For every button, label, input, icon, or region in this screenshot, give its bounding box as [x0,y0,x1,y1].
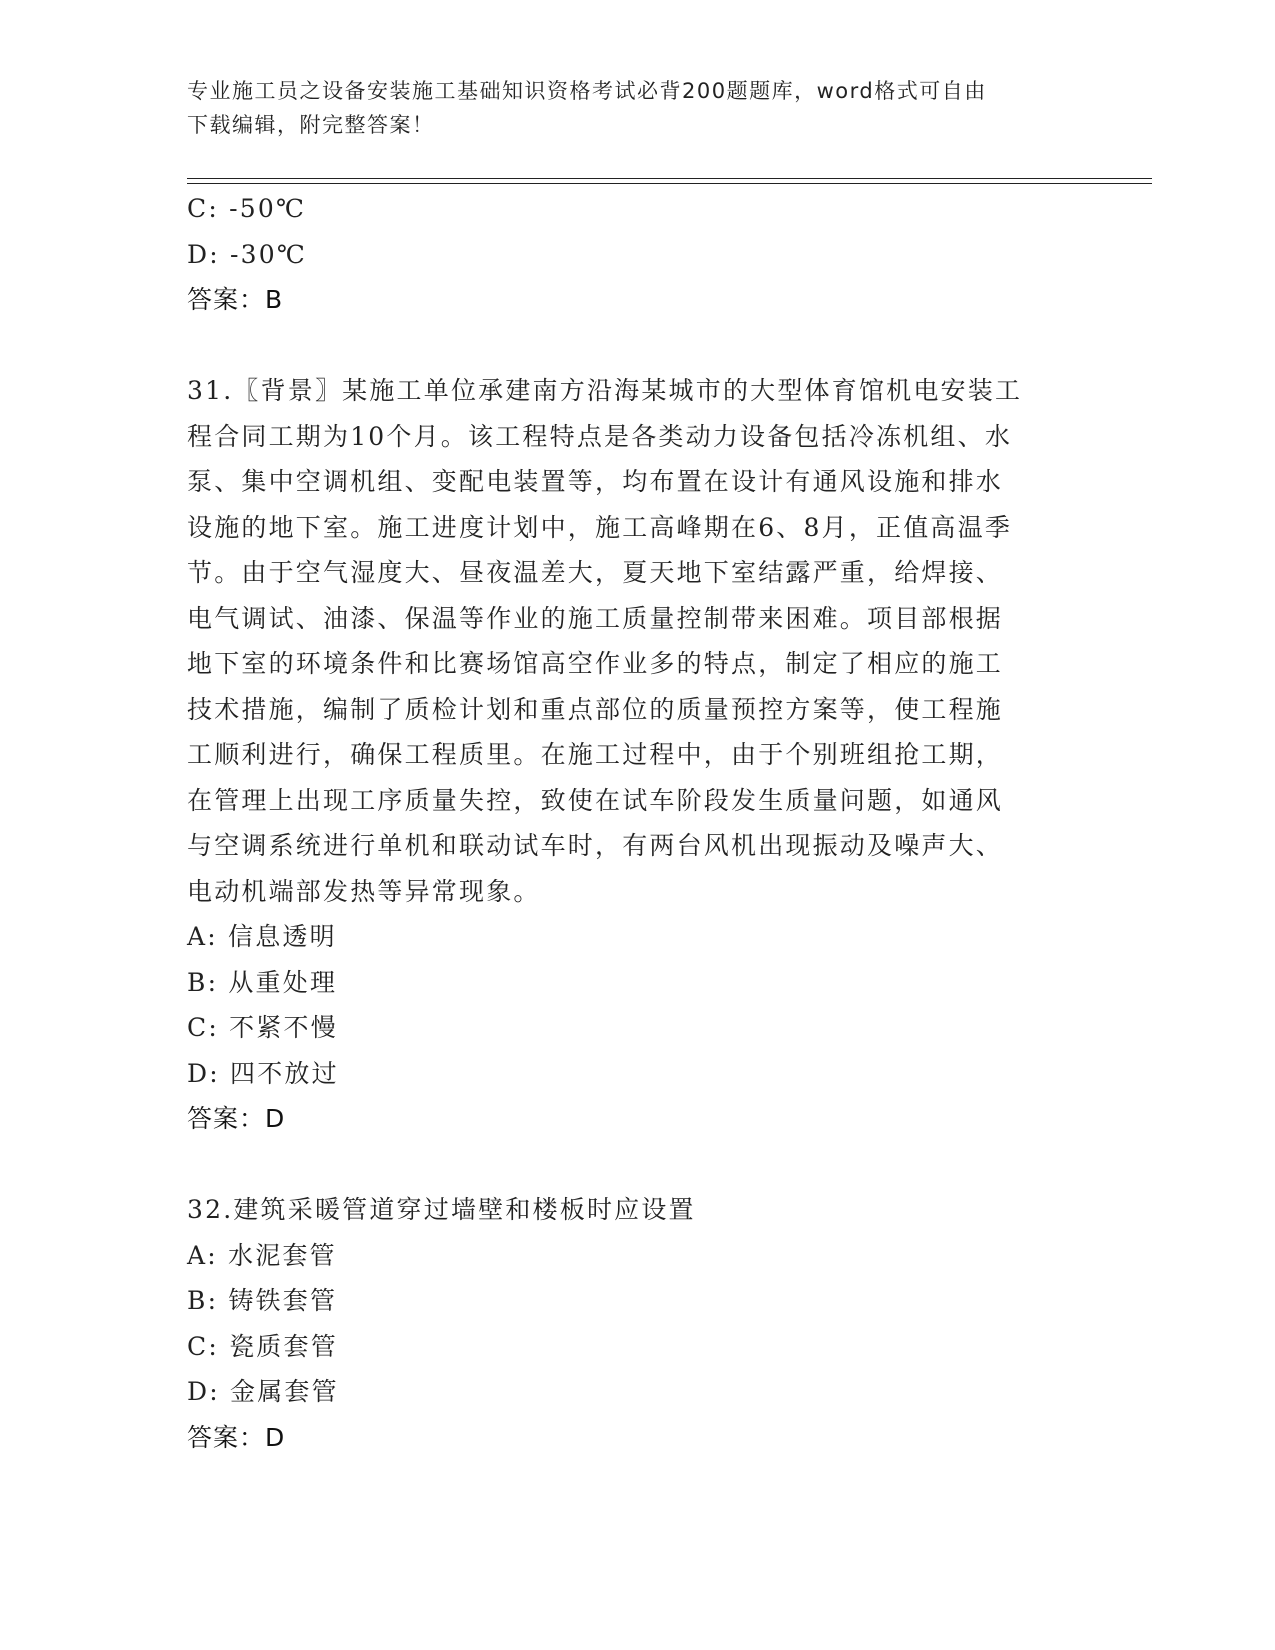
option-d: D: 金属套管 [187,1377,339,1406]
option-c: C: 不紧不慢 [187,1013,338,1042]
stem-line: 程合同工期为10个月。该工程特点是各类动力设备包括冷冻机组、水 [187,421,1013,451]
option-d: D: 四不放过 [187,1058,339,1088]
stem-line: 地下室的环境条件和比赛场馆高空作业多的特点，制定了相应的施工 [187,649,1004,678]
stem-line: 电气调试、油漆、保温等作业的施工质量控制带来困难。项目部根据 [187,603,1004,633]
question-32 [187,1187,1087,1460]
stem-line: 与空调系统进行单机和联动试车时，有两台风机出现振动及噪声大、 [187,831,1004,860]
prev-question [187,186,1087,323]
stem-line: 设施的地下室。施工进度计划中，施工高峰期在6、8月，正值高温季 [187,512,1013,542]
stem-line: 节。由于空气湿度大、昼夜温差大，夏天地下室结露严重，给焊接、 [187,558,1004,587]
stem-line: 技术措施，编制了质检计划和重点部位的质量预控方案等，使工程施 [187,694,1004,724]
spacer [187,323,1087,369]
header-line-2: 下载编辑，附完整答案！ [187,113,435,137]
stem-line: 电动机端部发热等异常现象。 [187,876,541,906]
option-a: A: 信息透明 [187,922,337,951]
option-d: D: -30℃ [187,239,308,269]
answer-label: 答案：B [187,285,284,314]
question-stem: 32.建筑采暖管道穿过墙壁和楼板时应设置 [187,1195,696,1224]
question-stem [187,368,1087,914]
answer-label: 答案：D [187,1422,286,1452]
spacer [187,1142,1087,1188]
header-divider-bottom [187,183,1152,184]
header-line-1: 专业施工员之设备安装施工基础知识资格考试必背200题题库，word格式可自由 [187,79,987,103]
answer-label: 答案：D [187,1104,286,1133]
stem-line: 31.〖背景〗某施工单位承建南方沿海某城市的大型体育馆机电安装工 [187,376,1023,405]
header-divider-top [187,178,1152,179]
option-c: C: 瓷质套管 [187,1331,338,1361]
page-content [187,186,1087,1460]
stem-line: 在管理上出现工序质量失控，致使在试车阶段发生质量问题，如通风 [187,785,1004,815]
stem-line: 泵、集中空调机组、变配电装置等，均布置在设计有通风设施和排水 [187,467,1004,496]
option-c: C: -50℃ [187,194,307,223]
option-b: B: 从重处理 [187,967,338,997]
stem-line: 工顺利进行，确保工程质里。在施工过程中，由于个别班组抢工期， [187,740,1004,769]
option-b: B: 铸铁套管 [187,1286,338,1315]
question-31 [187,368,1087,1142]
option-a: A: 水泥套管 [187,1240,337,1270]
document-header [187,74,1067,142]
